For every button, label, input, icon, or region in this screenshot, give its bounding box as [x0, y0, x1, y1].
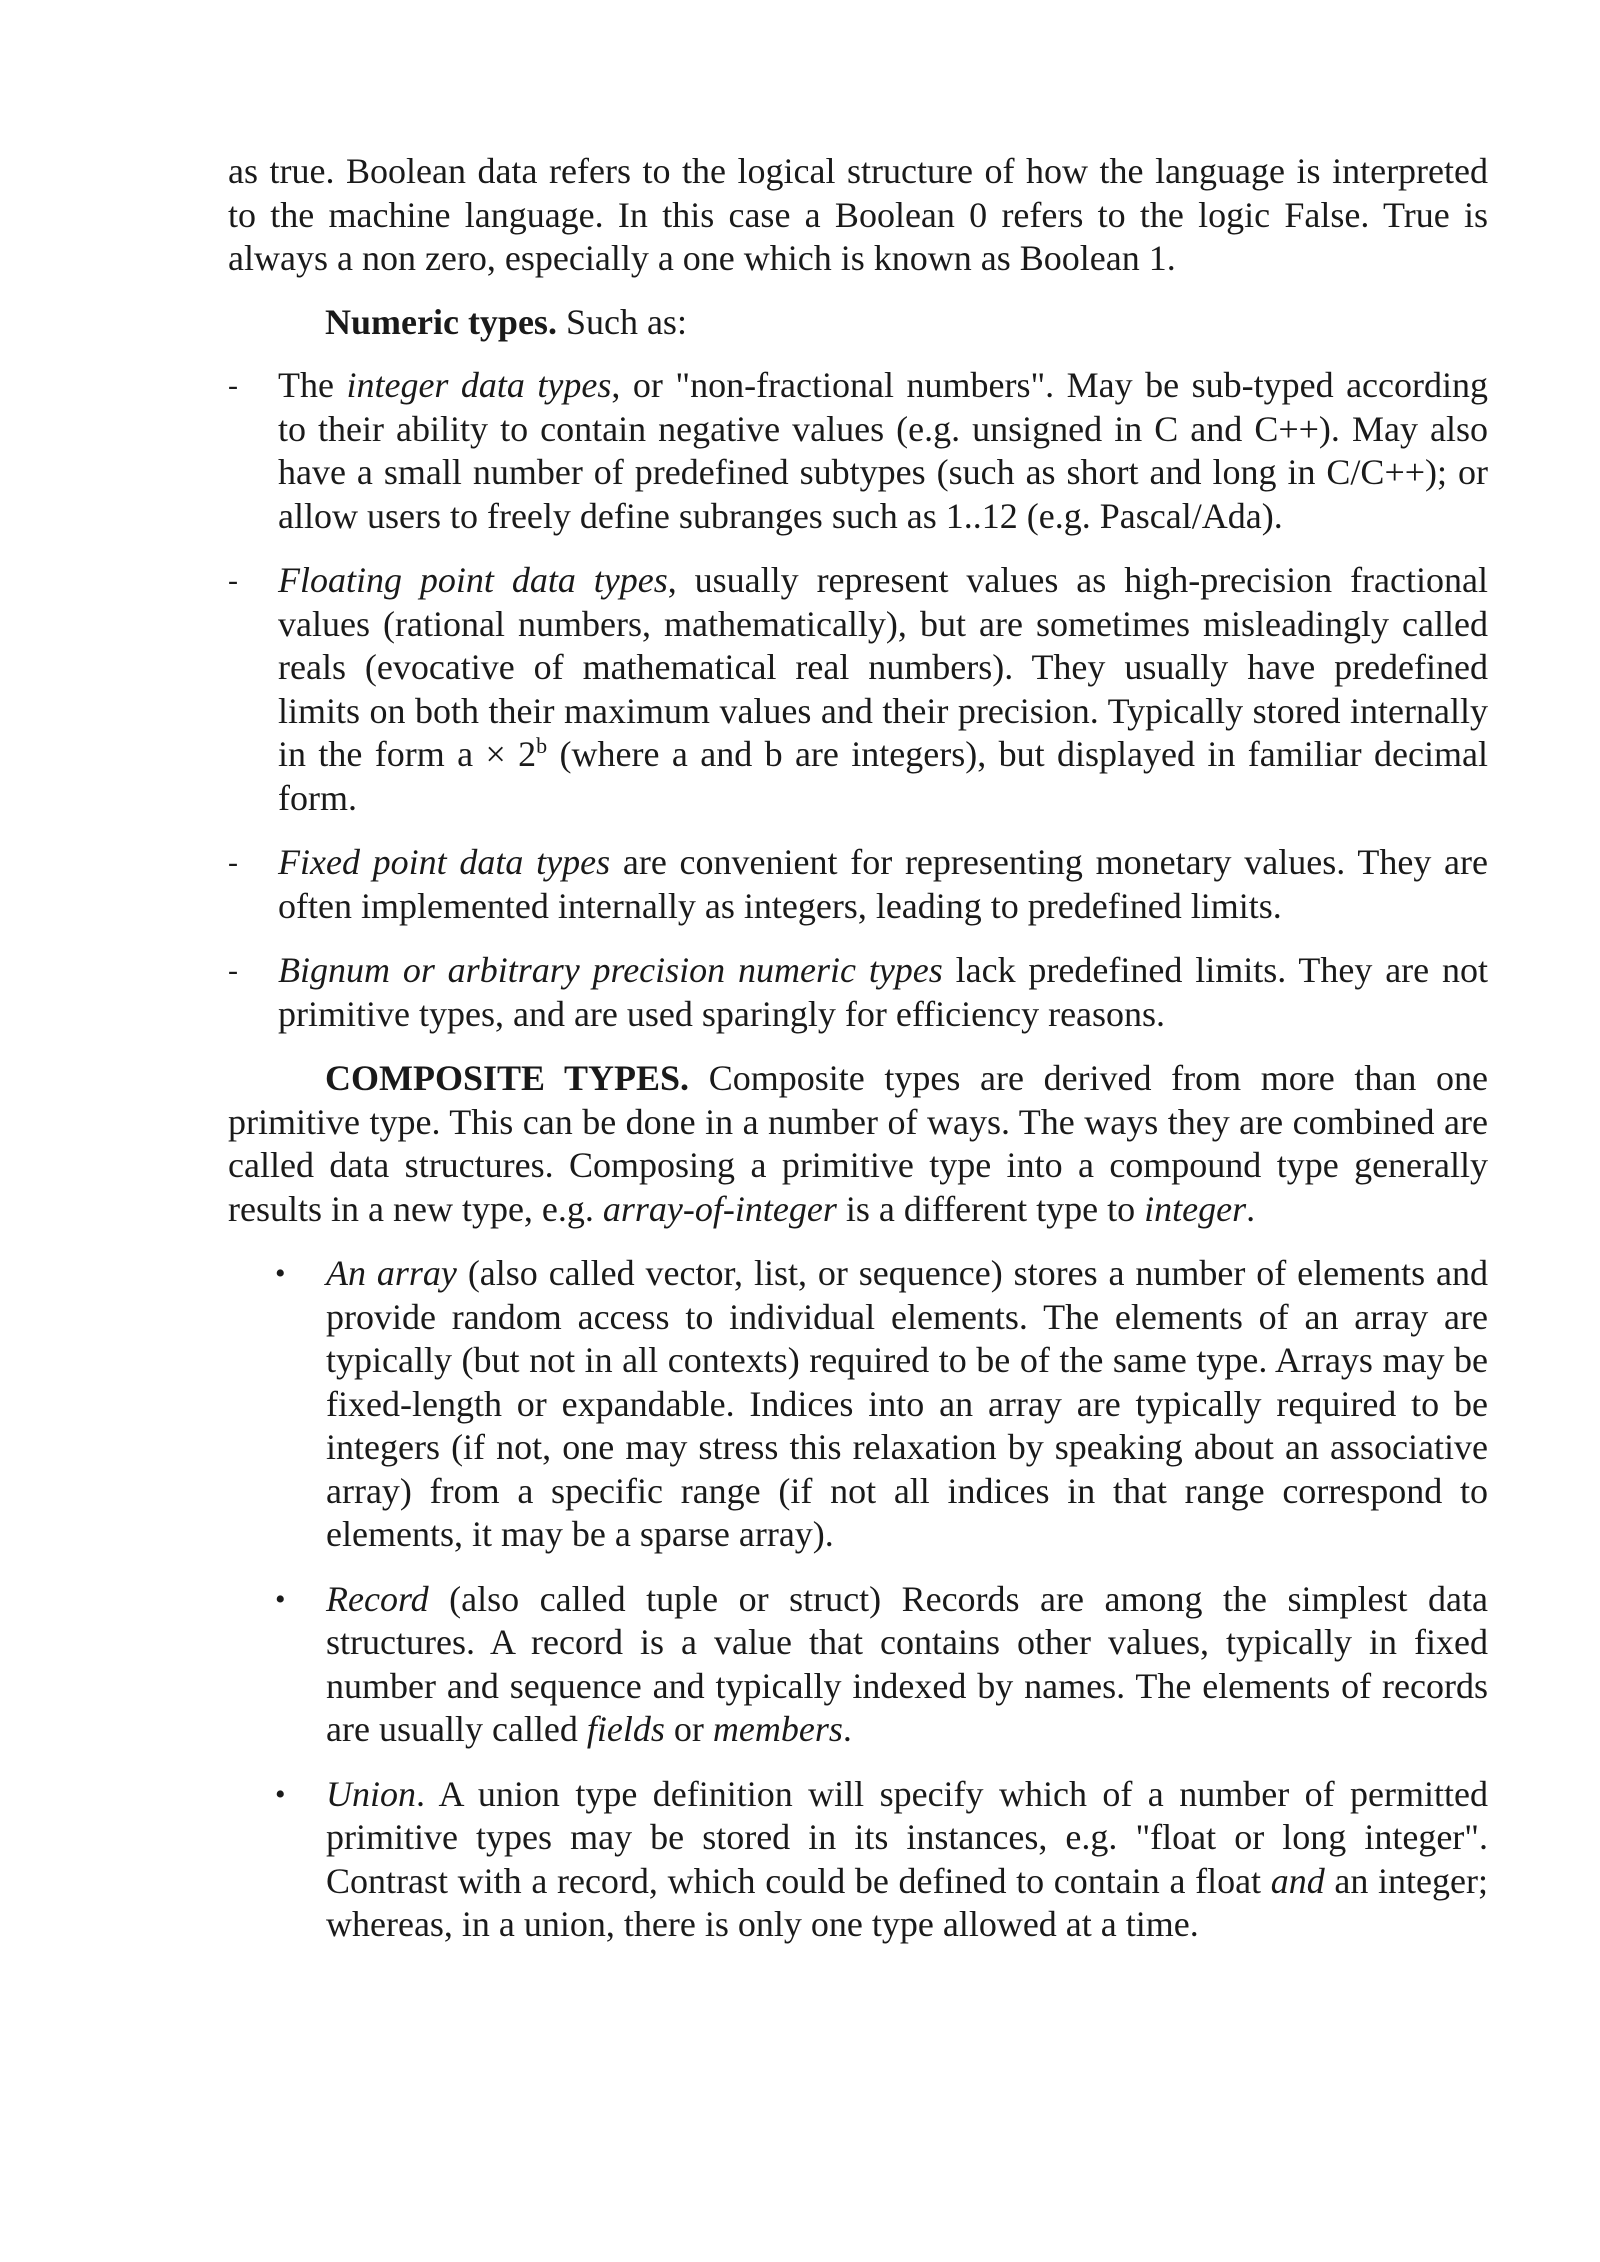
composite-text-c: . — [1246, 1188, 1256, 1229]
list-item-floating-point — [228, 559, 1488, 820]
list-item-fixed-point — [228, 841, 1488, 928]
item-term-and: and — [1270, 1860, 1325, 1901]
bullet-marker: • — [275, 1582, 286, 1616]
item-text-or: or — [664, 1709, 713, 1749]
composite-types-paragraph — [228, 1057, 1488, 1231]
list-item-bignum — [228, 949, 1488, 1036]
numeric-types-heading — [228, 301, 1488, 345]
intro-paragraph: as true. Boolean data refers to the logical structure of how the language is interpreted to the machine language. In this case a Boolean 0 refers to the logic False. True is always a non zero, especially a one which is known as Boolean 1. — [228, 151, 1488, 278]
list-item-integer — [228, 364, 1488, 538]
dash-marker: - — [228, 564, 238, 597]
item-pre: The — [278, 365, 347, 405]
item-term-members: members — [712, 1709, 843, 1749]
dash-marker: - — [228, 369, 238, 402]
numeric-heading-bold: Numeric types. — [325, 301, 557, 342]
list-item-array — [228, 1252, 1488, 1557]
numeric-heading-tail: Such as: — [556, 301, 687, 342]
item-text: lack predefined limits. They are not primitive types, and are used sparingly for efficiency reasons. — [278, 950, 1488, 1034]
list-item-record — [228, 1578, 1488, 1752]
composite-term-1: array-of-integer — [602, 1188, 837, 1229]
composite-text-b: is a different type to — [836, 1188, 1145, 1229]
composite-heading: COMPOSITE TYPES. — [325, 1058, 690, 1098]
item-term: Union — [326, 1773, 416, 1814]
item-term: An array — [326, 1253, 457, 1293]
composite-text-a: Composite types are derived from more than one primitive type. This can be done in a number of ways. The ways they are combined are called data structures. Composing a primitive type into a compound type generally results in a new type, e.g. — [228, 1058, 1488, 1229]
item-text: (also called tuple or struct) Records are among the simplest data structures. A record is a value that contains other values, typically in fixed number and sequence and typically indexed by names. The elements of records are usually called — [326, 1578, 1488, 1749]
item-text-end: an integer; whereas, in a union, there is only one type allowed at a time. — [326, 1860, 1489, 1944]
item-text: , or "non-fractional numbers". May be sub-typed according to their ability to contain negative values (e.g. unsigned in C and C++). May also have a small number of predefined subtypes (such as short and long in C/C++); or allow users to freely define subranges such as 1..12 (e.g. Pascal/Ada). — [278, 365, 1488, 536]
list-item-union — [228, 1773, 1488, 1947]
item-term: Floating point data types — [278, 560, 668, 600]
item-text: , usually represent values as high-precision fractional values (rational numbers, mathematically), but are sometimes misleadingly called reals (evocative of mathematical real numbers). They usually have predefined limits on both their maximum values and their precision. Typically stored internally in the form a × 2 — [278, 560, 1488, 774]
item-term: Bignum or arbitrary precision numeric types — [278, 950, 943, 990]
item-term: Fixed point data types — [278, 842, 611, 882]
composite-term-2: integer — [1144, 1188, 1247, 1229]
item-term-fields: fields — [586, 1709, 665, 1749]
item-text-end: . — [842, 1709, 852, 1749]
item-text: are convenient for representing monetary values. They are often implemented internally as integers, leading to predefined limits. — [278, 842, 1488, 926]
bullet-marker: • — [275, 1257, 286, 1290]
item-term: Record — [326, 1578, 429, 1619]
dash-marker: - — [228, 846, 238, 879]
item-text-2: (where a and b are integers), but displayed in familiar decimal form. — [278, 734, 1488, 818]
item-text: . A union type definition will specify which of a number of permitted primitive types may be stored in its instances, e.g. "float or long integer". Contrast with a record, which could be defined to contain a float — [326, 1773, 1488, 1901]
bullet-marker: • — [275, 1777, 286, 1811]
item-text: (also called vector, list, or sequence) stores a number of elements and provide random access to individual elements. The elements of an array are typically (but not in all contexts) required to be of the same type. Arrays may be fixed-length or expandable. Indices into an array are typically required to be integers (if not, one may stress this relaxation by speaking about an associative array) from a specific range (if not all indices in that range correspond to elements, it may be a sparse array). — [326, 1253, 1488, 1554]
document-page — [228, 150, 1488, 1968]
dash-marker: - — [228, 954, 238, 987]
superscript-b: b — [536, 733, 548, 758]
item-term: integer data types — [346, 365, 612, 405]
